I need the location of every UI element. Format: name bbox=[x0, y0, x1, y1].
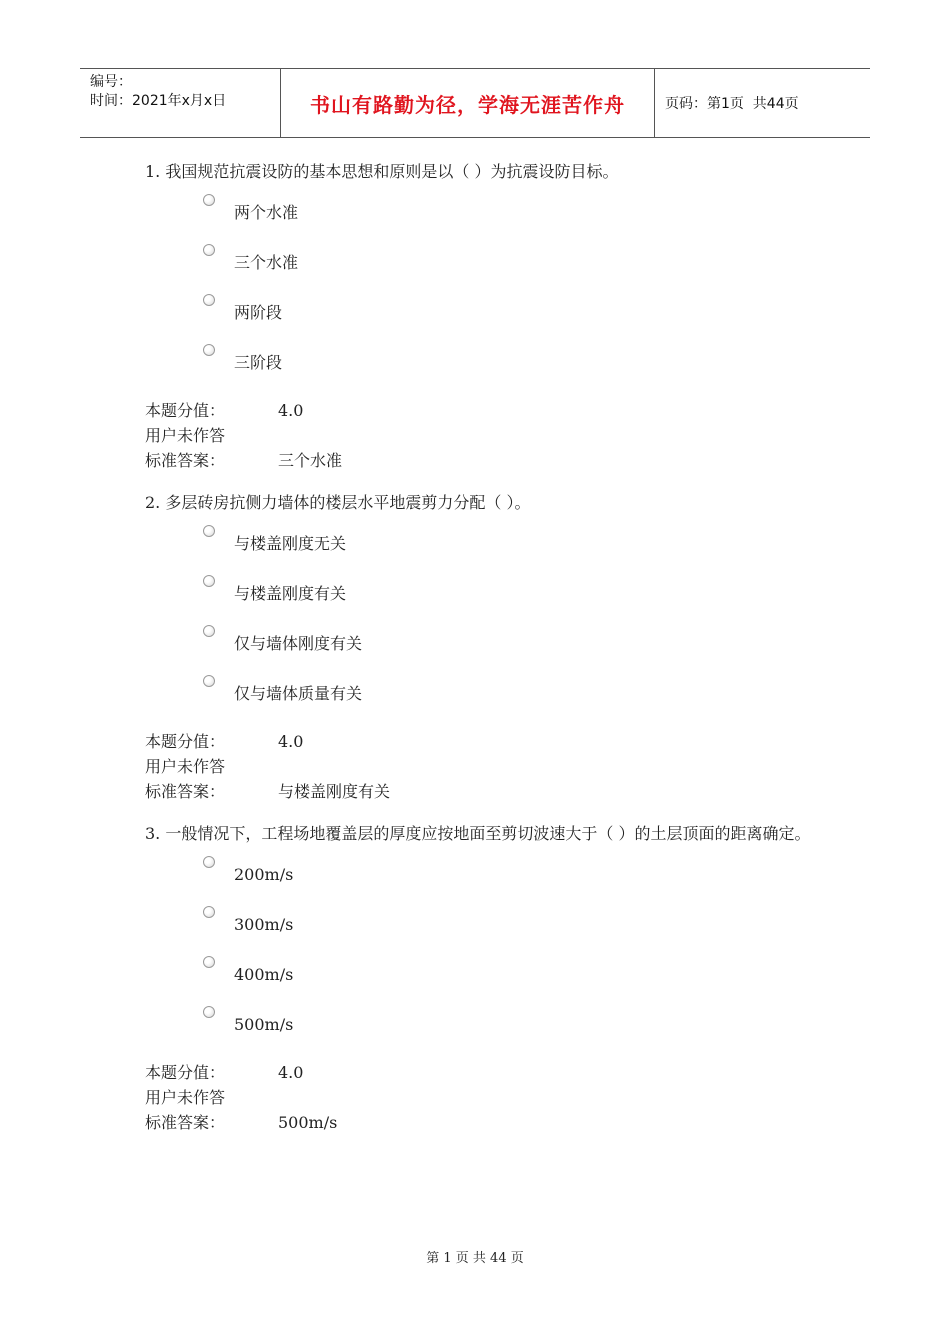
option-label: 300m/s bbox=[234, 915, 294, 934]
question-meta bbox=[145, 1060, 825, 1135]
option[interactable] bbox=[203, 188, 825, 238]
question-1 bbox=[145, 160, 825, 473]
radio-button[interactable] bbox=[203, 575, 215, 587]
score-value: 4.0 bbox=[278, 1063, 304, 1082]
score-value: 4.0 bbox=[278, 732, 304, 751]
score-label: 本题分值： bbox=[145, 732, 226, 751]
page-info-text: 页码：第1页 共44页 bbox=[665, 96, 799, 112]
option-label: 200m/s bbox=[234, 865, 294, 884]
question-text: 2. 多层砖房抗侧力墙体的楼层水平地震剪力分配（ ）。 bbox=[145, 493, 531, 512]
option-label: 500m/s bbox=[234, 1015, 294, 1034]
question-2 bbox=[145, 491, 825, 804]
options-list bbox=[203, 519, 825, 719]
header-motto: 书山有路勤为径，学海无涯苦作舟 bbox=[281, 69, 655, 137]
radio-button[interactable] bbox=[203, 344, 215, 356]
option[interactable] bbox=[203, 569, 825, 619]
options-list bbox=[203, 850, 825, 1050]
answer-label: 标准答案： bbox=[145, 1113, 226, 1132]
option[interactable] bbox=[203, 288, 825, 338]
option-label: 仅与墙体刚度有关 bbox=[234, 634, 363, 653]
radio-button[interactable] bbox=[203, 906, 215, 918]
option-label: 与楼盖刚度无关 bbox=[234, 534, 347, 553]
option[interactable] bbox=[203, 1000, 825, 1050]
radio-button[interactable] bbox=[203, 294, 215, 306]
option[interactable] bbox=[203, 900, 825, 950]
option[interactable] bbox=[203, 850, 825, 900]
radio-button[interactable] bbox=[203, 1006, 215, 1018]
option-label: 400m/s bbox=[234, 965, 294, 984]
answer-value: 三个水准 bbox=[278, 451, 343, 470]
option-label: 与楼盖刚度有关 bbox=[234, 584, 347, 603]
answer-label: 标准答案： bbox=[145, 451, 226, 470]
question-list bbox=[145, 160, 825, 1153]
user-status: 用户未作答 bbox=[145, 426, 226, 445]
option[interactable] bbox=[203, 619, 825, 669]
user-status: 用户未作答 bbox=[145, 1088, 226, 1107]
radio-button[interactable] bbox=[203, 194, 215, 206]
score-value: 4.0 bbox=[278, 401, 304, 420]
time-label: 时间：2021年x月x日 bbox=[90, 93, 227, 109]
option[interactable] bbox=[203, 950, 825, 1000]
answer-value: 500m/s bbox=[278, 1113, 338, 1132]
header-page-info bbox=[655, 69, 870, 137]
radio-button[interactable] bbox=[203, 956, 215, 968]
page-footer: 第 1 页 共 44 页 bbox=[426, 1251, 524, 1266]
score-label: 本题分值： bbox=[145, 1063, 226, 1082]
code-label: 编号： bbox=[90, 74, 132, 90]
radio-button[interactable] bbox=[203, 525, 215, 537]
option-label: 三阶段 bbox=[234, 353, 283, 372]
user-status: 用户未作答 bbox=[145, 757, 226, 776]
question-meta bbox=[145, 729, 825, 804]
radio-button[interactable] bbox=[203, 244, 215, 256]
score-label: 本题分值： bbox=[145, 401, 226, 420]
header-meta bbox=[80, 69, 281, 137]
option[interactable] bbox=[203, 238, 825, 288]
question-text: 3. 一般情况下，工程场地覆盖层的厚度应按地面至剪切波速大于（ ）的土层顶面的距离确定。 bbox=[145, 824, 811, 843]
document-header bbox=[80, 68, 870, 138]
radio-button[interactable] bbox=[203, 856, 215, 868]
option-label: 两阶段 bbox=[234, 303, 283, 322]
options-list bbox=[203, 188, 825, 388]
option-label: 两个水准 bbox=[234, 203, 299, 222]
question-meta bbox=[145, 398, 825, 473]
option-label: 三个水准 bbox=[234, 253, 299, 272]
answer-label: 标准答案： bbox=[145, 782, 226, 801]
question-3 bbox=[145, 822, 825, 1135]
option[interactable] bbox=[203, 519, 825, 569]
answer-value: 与楼盖刚度有关 bbox=[278, 782, 391, 801]
radio-button[interactable] bbox=[203, 675, 215, 687]
option[interactable] bbox=[203, 338, 825, 388]
radio-button[interactable] bbox=[203, 625, 215, 637]
question-text: 1. 我国规范抗震设防的基本思想和原则是以（ ）为抗震设防目标。 bbox=[145, 162, 619, 181]
option[interactable] bbox=[203, 669, 825, 719]
option-label: 仅与墙体质量有关 bbox=[234, 684, 363, 703]
